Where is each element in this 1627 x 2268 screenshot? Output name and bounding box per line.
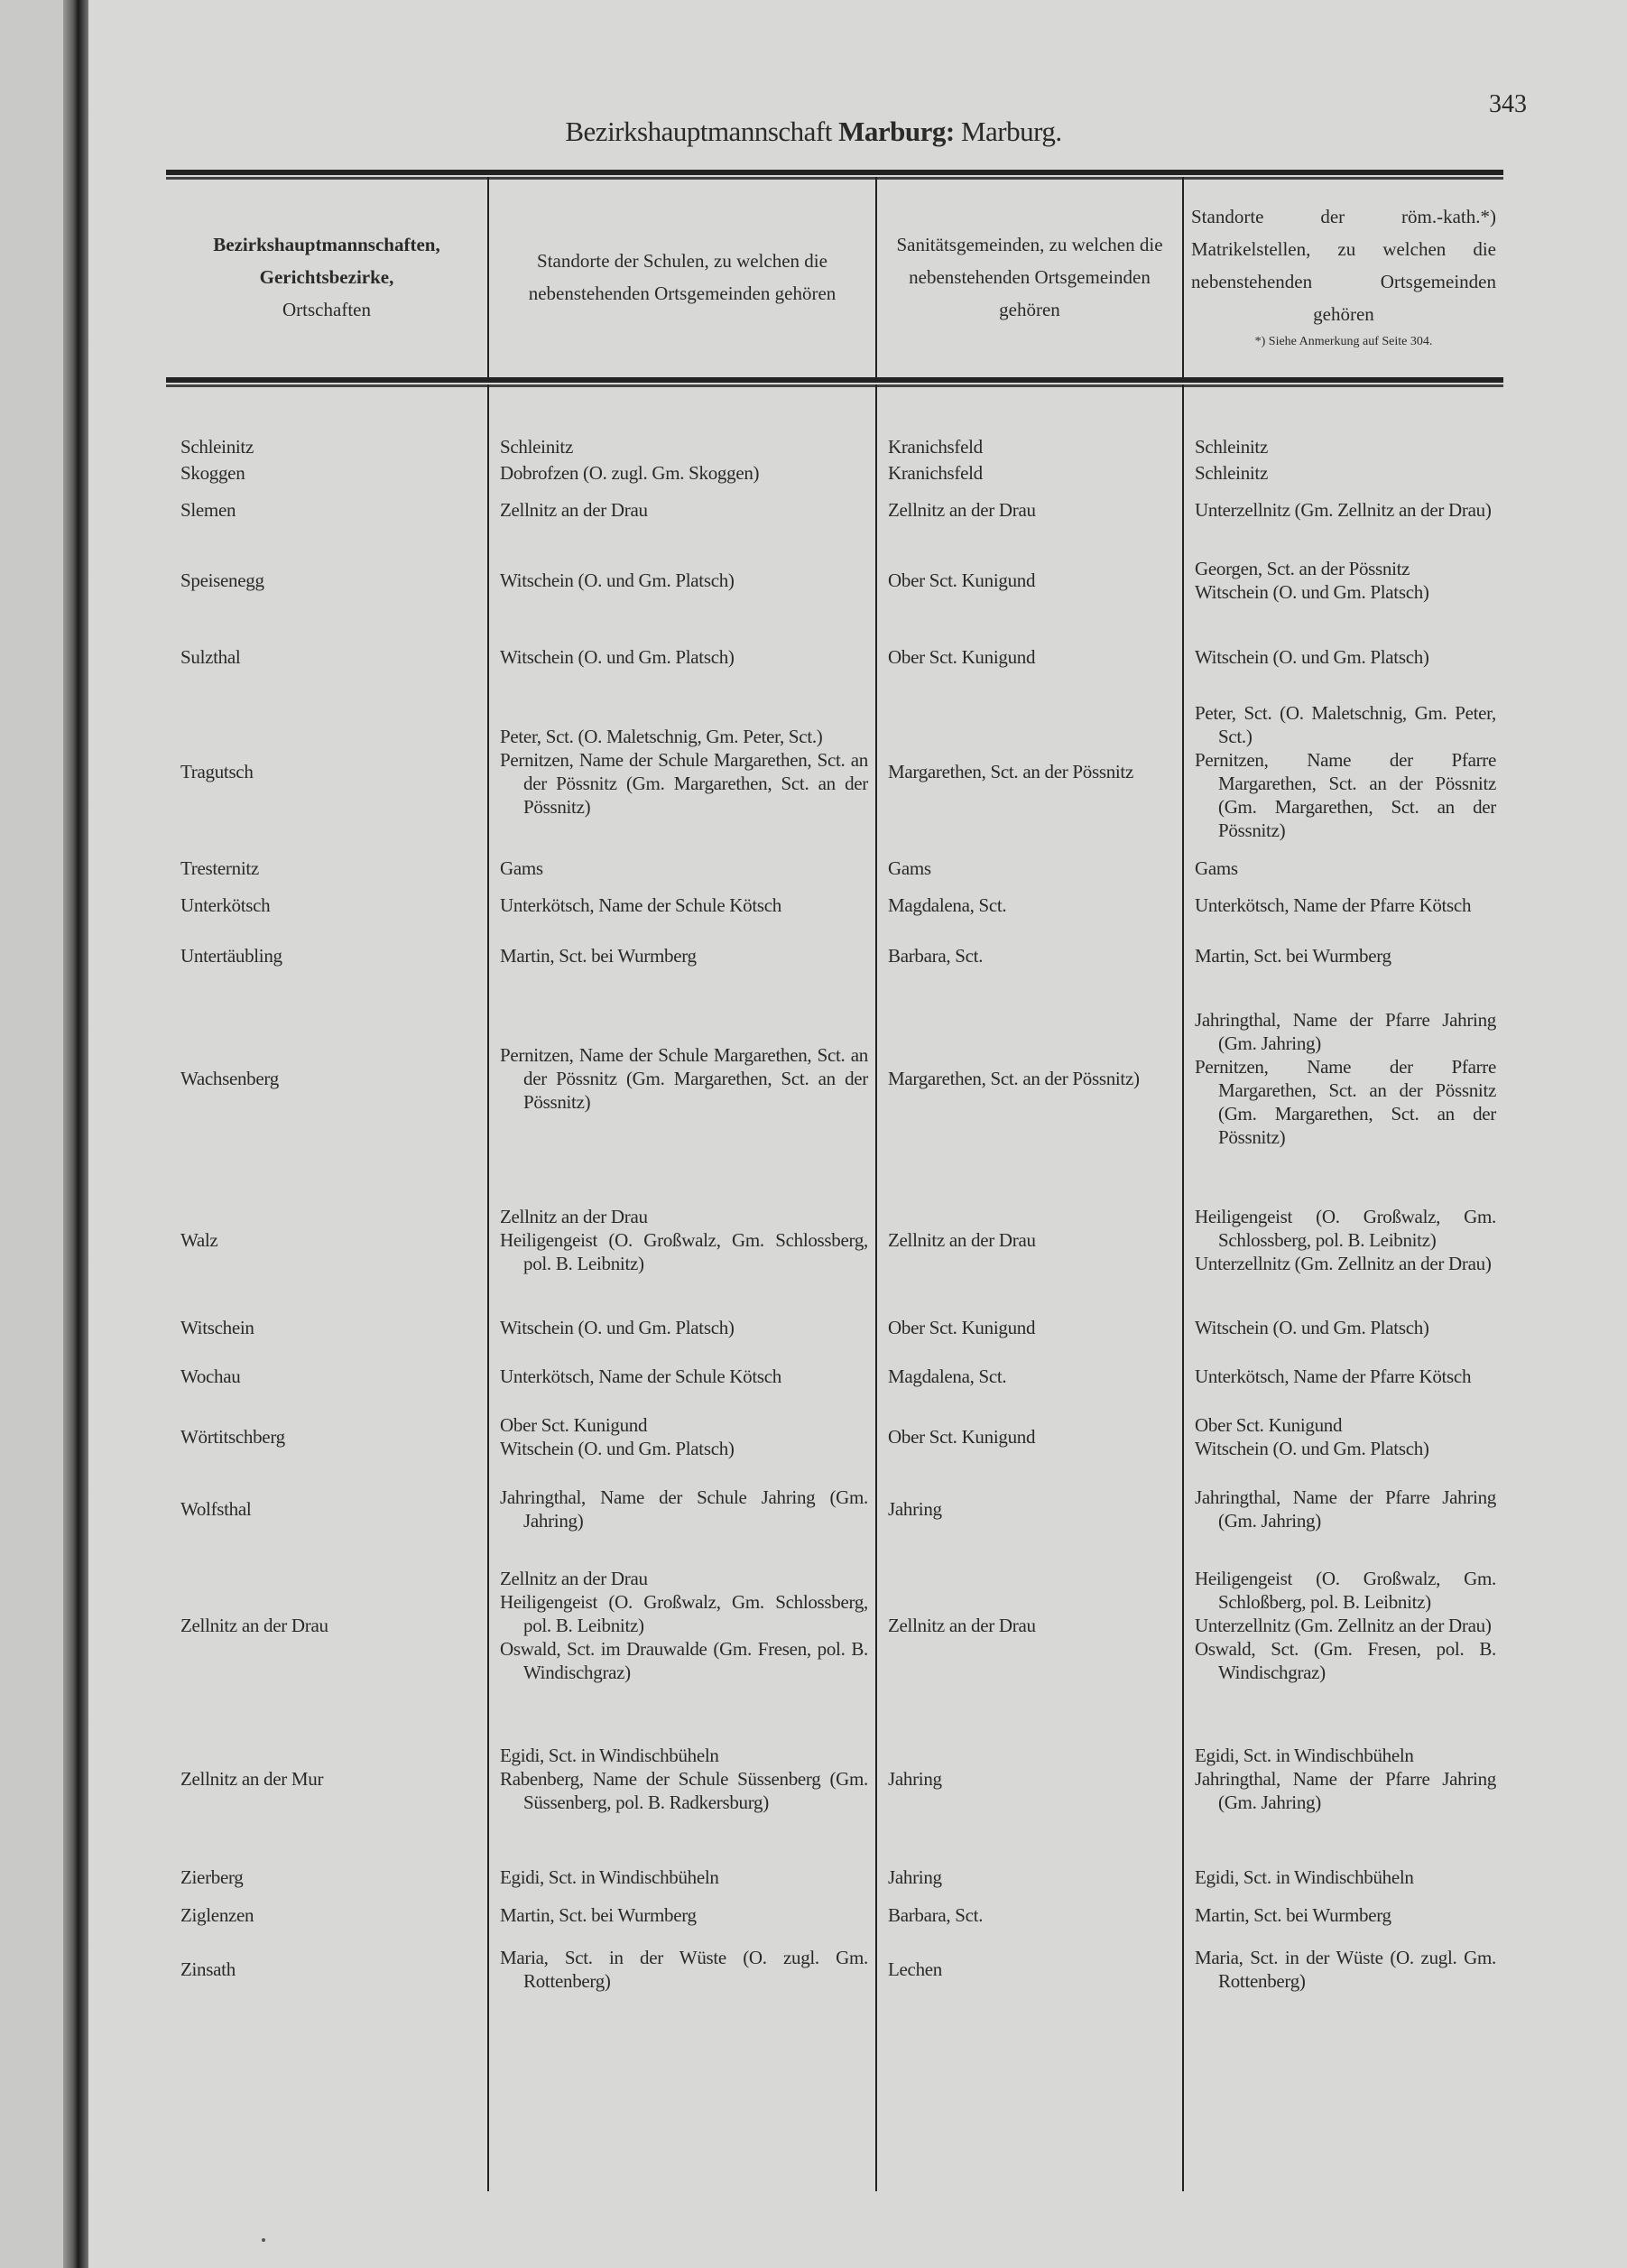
entry: Barbara, Sct.	[888, 1903, 984, 1926]
entry: Georgen, Sct. an der Pössnitz	[1195, 558, 1410, 579]
header-col-schools	[487, 177, 875, 377]
place-name: Witschein	[180, 1316, 254, 1338]
entry: Pernitzen, Name der Pfarre Margarethen, Sct. an der Pössnitz (Gm. Margarethen, Sct. an der Pössnitz)	[1195, 1056, 1496, 1148]
place-name: Sulzthal	[180, 646, 241, 668]
sanitary-cell	[875, 1402, 1182, 1472]
parish-cell	[1182, 459, 1503, 486]
entry: Schleinitz	[1195, 435, 1268, 458]
place-name: Wolfsthal	[180, 1498, 252, 1520]
entry: Oswald, Sct. (Gm. Fresen, pol. B. Windischgraz)	[1195, 1638, 1496, 1683]
school-cell	[487, 1705, 875, 1852]
parish-cell	[1182, 1902, 1503, 1927]
table-row	[166, 1402, 1503, 1472]
entry: Heiligengeist (O. Großwalz, Gm. Schlossberg, pol. B. Leibnitz)	[500, 1591, 868, 1636]
entry: Pernitzen, Name der Pfarre Margarethen, Sct. an der Pössnitz (Gm. Margarethen, Sct. an der Pössnitz)	[1195, 748, 1496, 841]
sanitary-cell	[875, 1546, 1182, 1705]
entry: Unterzellnitz (Gm. Zellnitz an der Drau)	[1195, 1252, 1492, 1274]
place-name: Zellnitz an der Drau	[180, 1615, 328, 1636]
entry: Pernitzen, Name der Schule Margarethen, Sct. an der Pössnitz (Gm. Margarethen, Sct. an der Pössnitz)	[500, 1044, 868, 1113]
sanitary-cell	[875, 1927, 1182, 2011]
place-name: Schleinitz	[180, 435, 254, 458]
entry: Witschein (O. und Gm. Platsch)	[500, 569, 735, 591]
entry: Unterkötsch, Name der Pfarre Kötsch	[1195, 1365, 1472, 1387]
entry: Margarethen, Sct. an der Pössnitz	[888, 760, 1133, 782]
header-col3-text: Sanitätsgemeinden, zu welchen die nebenstehenden Ortsgemeinden gehören	[896, 234, 1163, 320]
header-col2-text: Standorte der Schulen, zu welchen die nebenstehenden Ortsgemeinden gehören	[528, 250, 837, 304]
entry: Zellnitz an der Drau	[500, 1568, 648, 1589]
table-row	[166, 627, 1503, 687]
sanitary-cell	[875, 1705, 1182, 1852]
sanitary-cell	[875, 1472, 1182, 1546]
place-name: Wochau	[180, 1365, 241, 1387]
entry: Jahringthal, Name der Pfarre Jahring (Gm. Jahring)	[1195, 1486, 1496, 1532]
school-cell	[487, 1402, 875, 1472]
spacer-row-end	[166, 2011, 1503, 2191]
title-prefix: Bezirkshauptmannschaft	[565, 116, 832, 147]
school-cell	[487, 1472, 875, 1546]
entry: Kranichsfeld	[888, 435, 983, 458]
sanitary-cell	[875, 486, 1182, 533]
spacer-row	[166, 384, 1503, 433]
entry: Jahringthal, Name der Pfarre Jahring (Gm. Jahring)	[1195, 1009, 1496, 1054]
sanitary-cell	[875, 433, 1182, 459]
sanitary-cell	[875, 533, 1182, 627]
entry: Witschein (O. und Gm. Platsch)	[1195, 1316, 1429, 1338]
school-cell	[487, 1927, 875, 2011]
parish-cell	[1182, 880, 1503, 930]
table-row	[166, 1546, 1503, 1705]
school-cell	[487, 433, 875, 459]
entry: Jahring	[888, 1866, 942, 1888]
entry: Zellnitz an der Drau	[888, 1615, 1036, 1636]
sanitary-cell	[875, 1902, 1182, 1927]
school-cell	[487, 486, 875, 533]
sanitary-cell	[875, 1351, 1182, 1402]
entry: Egidi, Sct. in Windischbüheln	[1195, 1744, 1414, 1766]
sanitary-cell	[875, 627, 1182, 687]
entry: Jahring	[888, 1498, 942, 1520]
place-name: Ziglenzen	[180, 1903, 254, 1926]
school-cell	[487, 880, 875, 930]
place-name: Wörtitschberg	[180, 1426, 285, 1448]
place-name: Zinsath	[180, 1958, 236, 1980]
table-body	[166, 433, 1503, 2011]
entry: Egidi, Sct. in Windischbüheln	[500, 1744, 719, 1766]
entry: Maria, Sct. in der Wüste (O. zugl. Gm. Rottenberg)	[1195, 1946, 1496, 1992]
entry: Martin, Sct. bei Wurmberg	[1195, 945, 1391, 967]
school-cell	[487, 856, 875, 880]
entry: Martin, Sct. bei Wurmberg	[500, 1903, 697, 1926]
parish-cell	[1182, 1351, 1503, 1402]
parish-cell	[1182, 533, 1503, 627]
sanitary-cell	[875, 856, 1182, 880]
header-col4-footnote: *) Siehe Anmerkung auf Seite 304.	[1254, 335, 1433, 348]
table-row	[166, 1472, 1503, 1546]
header-col1-line2: Gerichtsbezirke,	[259, 266, 394, 288]
entry: Jahringthal, Name der Pfarre Jahring (Gm. Jahring)	[1195, 1767, 1496, 1813]
table-row	[166, 687, 1503, 856]
table-row	[166, 930, 1503, 981]
entry: Gams	[1195, 856, 1238, 879]
sanitary-cell	[875, 1303, 1182, 1351]
entry: Heiligengeist (O. Großwalz, Gm. Schlossberg, pol. B. Leibnitz)	[1195, 1205, 1496, 1251]
school-cell	[487, 1546, 875, 1705]
header-col-parish	[1182, 177, 1503, 377]
parish-cell	[1182, 1176, 1503, 1303]
place-name: Zierberg	[180, 1866, 244, 1888]
entry: Ober Sct. Kunigund	[500, 1414, 648, 1436]
title-bold: Marburg:	[838, 116, 955, 147]
school-cell	[487, 1176, 875, 1303]
entry: Unterkötsch, Name der Schule Kötsch	[500, 1365, 781, 1387]
entry: Unterzellnitz (Gm. Zellnitz an der Drau)	[1195, 1615, 1492, 1636]
table-row	[166, 1303, 1503, 1351]
table-row	[166, 981, 1503, 1176]
entry: Egidi, Sct. in Windischbüheln	[500, 1866, 719, 1888]
entry: Zellnitz an der Drau	[500, 1205, 648, 1227]
header-col-places	[166, 177, 487, 377]
entry: Gams	[500, 856, 543, 879]
table-row	[166, 856, 1503, 880]
school-cell	[487, 533, 875, 627]
table-row	[166, 1927, 1503, 2011]
place-name: Tragutsch	[180, 760, 254, 782]
table-row	[166, 880, 1503, 930]
entry: Witschein (O. und Gm. Platsch)	[500, 1438, 735, 1459]
parish-cell	[1182, 856, 1503, 880]
entry: Ober Sct. Kunigund	[1195, 1414, 1343, 1436]
entry: Oswald, Sct. im Drauwalde (Gm. Fresen, pol. B. Windischgraz)	[500, 1638, 868, 1683]
entry: Margarethen, Sct. an der Pössnitz)	[888, 1068, 1140, 1089]
entry: Ober Sct. Kunigund	[888, 646, 1036, 668]
entry: Jahringthal, Name der Schule Jahring (Gm. Jahring)	[500, 1486, 868, 1532]
sanitary-cell	[875, 687, 1182, 856]
entry: Witschein (O. und Gm. Platsch)	[1195, 581, 1429, 603]
page-title	[0, 116, 1627, 148]
table-row	[166, 1176, 1503, 1303]
entry: Zellnitz an der Drau	[888, 498, 1036, 521]
school-cell	[487, 1902, 875, 1927]
parish-cell	[1182, 1402, 1503, 1472]
entry: Zellnitz an der Drau	[888, 1228, 1036, 1251]
school-cell	[487, 1351, 875, 1402]
school-cell	[487, 930, 875, 981]
entry: Peter, Sct. (O. Maletschnig, Gm. Peter, Sct.)	[500, 725, 823, 747]
table-row	[166, 1902, 1503, 1927]
parish-cell	[1182, 433, 1503, 459]
table-row	[166, 433, 1503, 459]
place-name: Zellnitz an der Mur	[180, 1767, 324, 1790]
entry: Barbara, Sct.	[888, 945, 984, 967]
book-binding-edge	[63, 0, 88, 2268]
table-row	[166, 533, 1503, 627]
page-number: 343	[1489, 90, 1527, 118]
title-suffix: Marburg.	[960, 116, 1062, 147]
parish-cell	[1182, 1472, 1503, 1546]
entry: Martin, Sct. bei Wurmberg	[500, 945, 697, 967]
entry: Rabenberg, Name der Schule Süssenberg (Gm. Süssenberg, pol. B. Radkersburg)	[500, 1767, 868, 1813]
sanitary-cell	[875, 880, 1182, 930]
sanitary-cell	[875, 459, 1182, 486]
school-cell	[487, 1303, 875, 1351]
entry: Pernitzen, Name der Schule Margarethen, Sct. an der Pössnitz (Gm. Margarethen, Sct. an der Pössnitz)	[500, 748, 868, 818]
sanitary-cell	[875, 1176, 1182, 1303]
entry: Ober Sct. Kunigund	[888, 569, 1036, 591]
entry: Schleinitz	[500, 435, 573, 458]
parish-cell	[1182, 1852, 1503, 1902]
entry: Egidi, Sct. in Windischbüheln	[1195, 1866, 1414, 1888]
entry: Zellnitz an der Drau	[500, 498, 648, 521]
header-rule	[166, 377, 1503, 384]
entry: Heiligengeist (O. Großwalz, Gm. Schlossberg, pol. B. Leibnitz)	[500, 1228, 868, 1274]
parish-cell	[1182, 486, 1503, 533]
entry: Witschein (O. und Gm. Platsch)	[1195, 646, 1429, 668]
entry: Ober Sct. Kunigund	[888, 1316, 1036, 1338]
entry: Kranichsfeld	[888, 461, 983, 484]
place-name: Skoggen	[180, 461, 245, 484]
entry: Martin, Sct. bei Wurmberg	[1195, 1903, 1391, 1926]
parish-cell	[1182, 981, 1503, 1176]
header-col1-line1: Bezirkshauptmannschaften,	[213, 234, 440, 255]
entry: Unterzellnitz (Gm. Zellnitz an der Drau)	[1195, 498, 1492, 521]
sanitary-cell	[875, 981, 1182, 1176]
header-col-sanitary	[875, 177, 1182, 377]
table-header	[166, 177, 1503, 377]
entry: Lechen	[888, 1958, 942, 1980]
top-rule	[166, 170, 1503, 177]
entry: Peter, Sct. (O. Maletschnig, Gm. Peter, Sct.)	[1195, 701, 1496, 747]
scan-speck	[262, 2238, 265, 2242]
entry: Unterkötsch, Name der Schule Kötsch	[500, 894, 781, 916]
parish-cell	[1182, 627, 1503, 687]
entry: Witschein (O. und Gm. Platsch)	[500, 646, 735, 668]
entry: Schleinitz	[1195, 461, 1268, 484]
parish-cell	[1182, 1705, 1503, 1852]
entry: Ober Sct. Kunigund	[888, 1426, 1036, 1448]
entry: Dobrofzen (O. zugl. Gm. Skoggen)	[500, 461, 760, 484]
register-table	[166, 170, 1503, 2191]
school-cell	[487, 981, 875, 1176]
entry: Gams	[888, 856, 931, 879]
entry: Magdalena, Sct.	[888, 1365, 1007, 1387]
entry: Heiligengeist (O. Großwalz, Gm. Schloßberg, pol. B. Leibnitz)	[1195, 1568, 1496, 1613]
entry: Unterkötsch, Name der Pfarre Kötsch	[1195, 894, 1472, 916]
entry: Witschein (O. und Gm. Platsch)	[1195, 1438, 1429, 1459]
header-col1-line3: Ortschaften	[282, 299, 371, 320]
parish-cell	[1182, 1927, 1503, 2011]
parish-cell	[1182, 1546, 1503, 1705]
school-cell	[487, 627, 875, 687]
table-row	[166, 1705, 1503, 1852]
school-cell	[487, 1852, 875, 1902]
table-row	[166, 459, 1503, 486]
place-name: Slemen	[180, 498, 236, 521]
parish-cell	[1182, 1303, 1503, 1351]
parish-cell	[1182, 930, 1503, 981]
entry: Magdalena, Sct.	[888, 894, 1007, 916]
entry: Jahring	[888, 1767, 942, 1790]
table-row	[166, 486, 1503, 533]
place-name: Unterkötsch	[180, 894, 271, 916]
place-name: Speisenegg	[180, 569, 264, 591]
school-cell	[487, 459, 875, 486]
school-cell	[487, 687, 875, 856]
place-name: Tresternitz	[180, 856, 259, 879]
header-col4-text: Standorte der röm.-kath.*) Matrikelstellen, zu welchen die nebenstehenden Ortsgemeinden gehören	[1191, 206, 1496, 325]
parish-cell	[1182, 687, 1503, 856]
table-row	[166, 1351, 1503, 1402]
sanitary-cell	[875, 930, 1182, 981]
table-row	[166, 1852, 1503, 1902]
place-name: Walz	[180, 1228, 218, 1251]
sanitary-cell	[875, 1852, 1182, 1902]
entry: Witschein (O. und Gm. Platsch)	[500, 1316, 735, 1338]
place-name: Wachsenberg	[180, 1068, 279, 1089]
scan-margin	[0, 0, 63, 2268]
entry: Maria, Sct. in der Wüste (O. zugl. Gm. Rottenberg)	[500, 1946, 868, 1992]
place-name: Untertäubling	[180, 945, 282, 967]
